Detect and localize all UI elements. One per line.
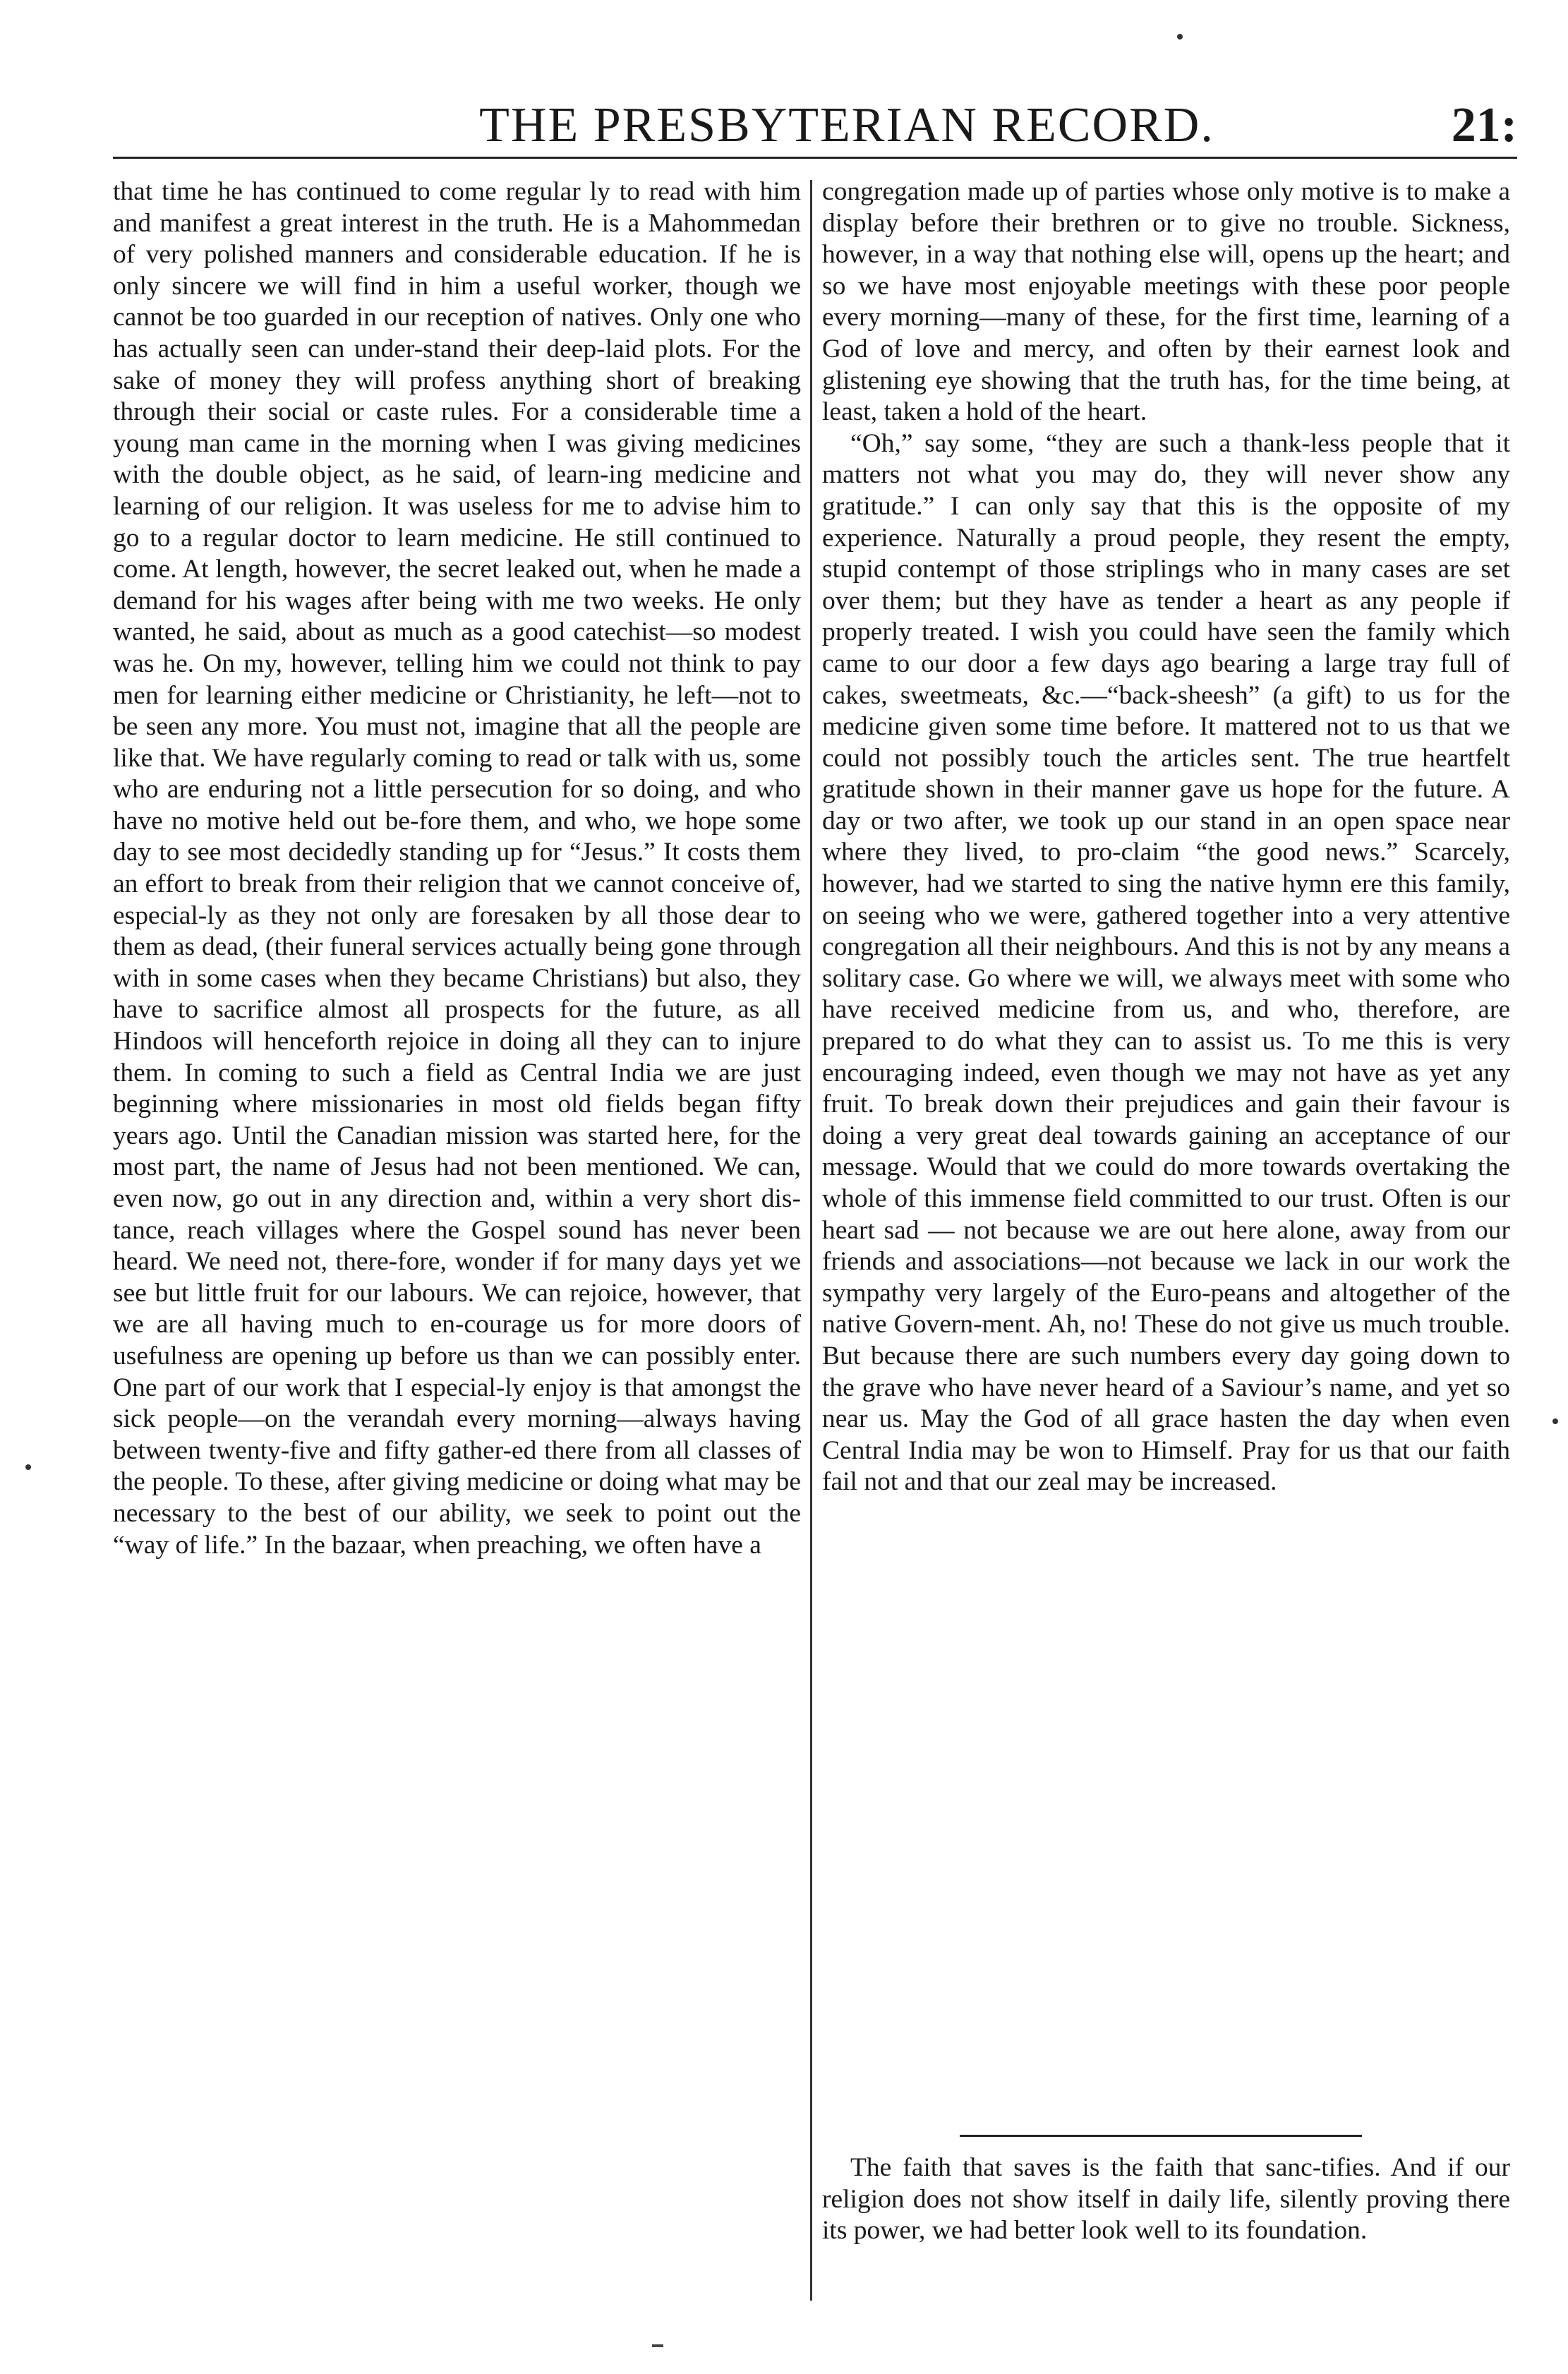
print-speck xyxy=(1552,1418,1558,1424)
closing-note-text: The faith that saves is the faith that sanc-tifies. And if our religion does not show itself in daily life, silently proving there its power, we had better look well to its foundation. xyxy=(822,2153,1510,2246)
right-paragraph-1: congregation made up of parties whose only motive is to make a display before their brethren or to give no trouble. Sickness, however, in a way that nothing else will, opens up the heart; and so we have most enjoyable meetings with these poor people every morning—many of these, for the first time, learning of a God of love and mercy, and often by their earnest look and glistening eye showing that the truth has, for the time being, at least, taken a hold of the heart. xyxy=(822,177,1510,427)
page-header xyxy=(113,83,1517,154)
left-paragraph-1: that time he has continued to come regular ly to read with him and manifest a great interest in the truth. He is a Mahommedan of very polished manners and considerable education. If he is only sincere we will find in him a useful worker, though we cannot be too guarded in our reception of natives. Only one who has actually seen can under-stand their deep-laid plots. For the sake of money they will profess anything short of breaking through their social or caste rules. For a considerable time a young man came in the morning when I was giving medicines with the double object, as he said, of learn-ing medicine and learning of our religion. It was useless for me to advise him to go to a regular doctor to learn medicine. He still continued to come. At length, however, the secret leaked out, when he made a demand for his wages after being with me two weeks. He only wanted, he said, about as much as a good catechist—so modest was he. On my, however, telling him we could not think to pay men for learning either medicine or Christianity, he left—not to be seen any more. You must not, imagine that all the people are like that. We have regularly coming to read or talk with us, some who are enduring not a little persecution for so doing, and who have no motive held out be-fore them, and who, we hope some day to see most decidedly standing up for “Jesus.” It costs them an effort to break from their religion that we cannot conceive of, especial-ly as they not only are foresaken by all those dear to them as dead, (their funeral services actually being gone through with in some cases when they became Christians) but also, they have to sacrifice almost all prospects for the future, as all Hindoos will henceforth rejoice in doing all they can to injure them. In coming to such a field as Central India we are just beginning where missionaries in most old fields began fifty years ago. Until the Canadian mission was started here, for the most part, the name of Jesus had not been mentioned. We can, even now, go out in any direction and, within a very short dis-tance, reach villages where the Gospel sound has never been heard. We need not, there-fore, wonder if for many days yet we see but little fruit for our labours. We can rejoice, however, that we are all having much to en-courage us for more doors of usefulness are opening up before us than we can possibly enter. One part of our work that I especial-ly enjoy is that amongst the sick people—on the verandah every morning—always having between twenty-five and fifty gather-ed there from all classes of the people. To these, after giving medicine or doing what may be necessary to the best of our ability, we seek to point out the “way of life.” In the bazaar, when preaching, we often have a xyxy=(113,177,801,1560)
closing-note xyxy=(822,2152,1510,2247)
right-paragraph-2: “Oh,” say some, “they are such a thank-less people that it matters not what you may do, they will never show any gratitude.” I can only say that this is the opposite of my experience. Naturally a proud people, they resent the empty, stupid contempt of those striplings who in many cases are set over them; but they have as tender a heart as any people if properly treated. I wish you could have seen the family which came to our door a few days ago bearing a large tray full of cakes, sweetmeats, &c.—“back-sheesh” (a gift) to us for the medicine given some time before. It mattered not to us that we could not possibly touch the articles sent. The true heartfelt gratitude shown in their manner gave us hope for the future. A day or two after, we took up our stand in an open space near where they lived, to pro-claim “the good news.” Scarcely, however, had we started to sing the native hymn ere this family, on seeing who we were, gathered together into a very attentive congregation all their neighbours. And this is not by any means a solitary case. Go where we will, we always meet with some who have received medicine from us, and who, therefore, are prepared to do what they can to assist us. To me this is very encouraging indeed, even though we may not have as yet any fruit. To break down their prejudices and gain their favour is doing a very great deal towards gaining an acceptance of our message. Would that we could do more towards overtaking the whole of this immense field committed to our trust. Often is our heart sad — not because we are out here alone, away from our friends and associations—not because we lack in our work the sympathy very largely of the Euro-peans and altogether of the native Govern-ment. Ah, no! These do not give us much trouble. But because there are such numbers every day going down to the grave who have never heard of a Saviour’s name, and yet so near us. May the God of all grace hasten the day when even Central India may be won to Himself. Pray for us that our faith fail not and that our zeal may be increased. xyxy=(822,428,1510,1497)
publication-title: THE PRESBYTERIAN RECORD. xyxy=(479,98,1214,152)
print-speck xyxy=(1177,34,1183,40)
page-number: 21: xyxy=(1451,98,1517,152)
right-column xyxy=(822,176,1510,1498)
print-speck xyxy=(25,1464,31,1470)
header-rule xyxy=(113,157,1517,159)
column-divider xyxy=(810,180,812,2301)
print-mark xyxy=(652,2344,663,2347)
section-divider xyxy=(960,2135,1362,2137)
left-column xyxy=(113,176,801,1561)
